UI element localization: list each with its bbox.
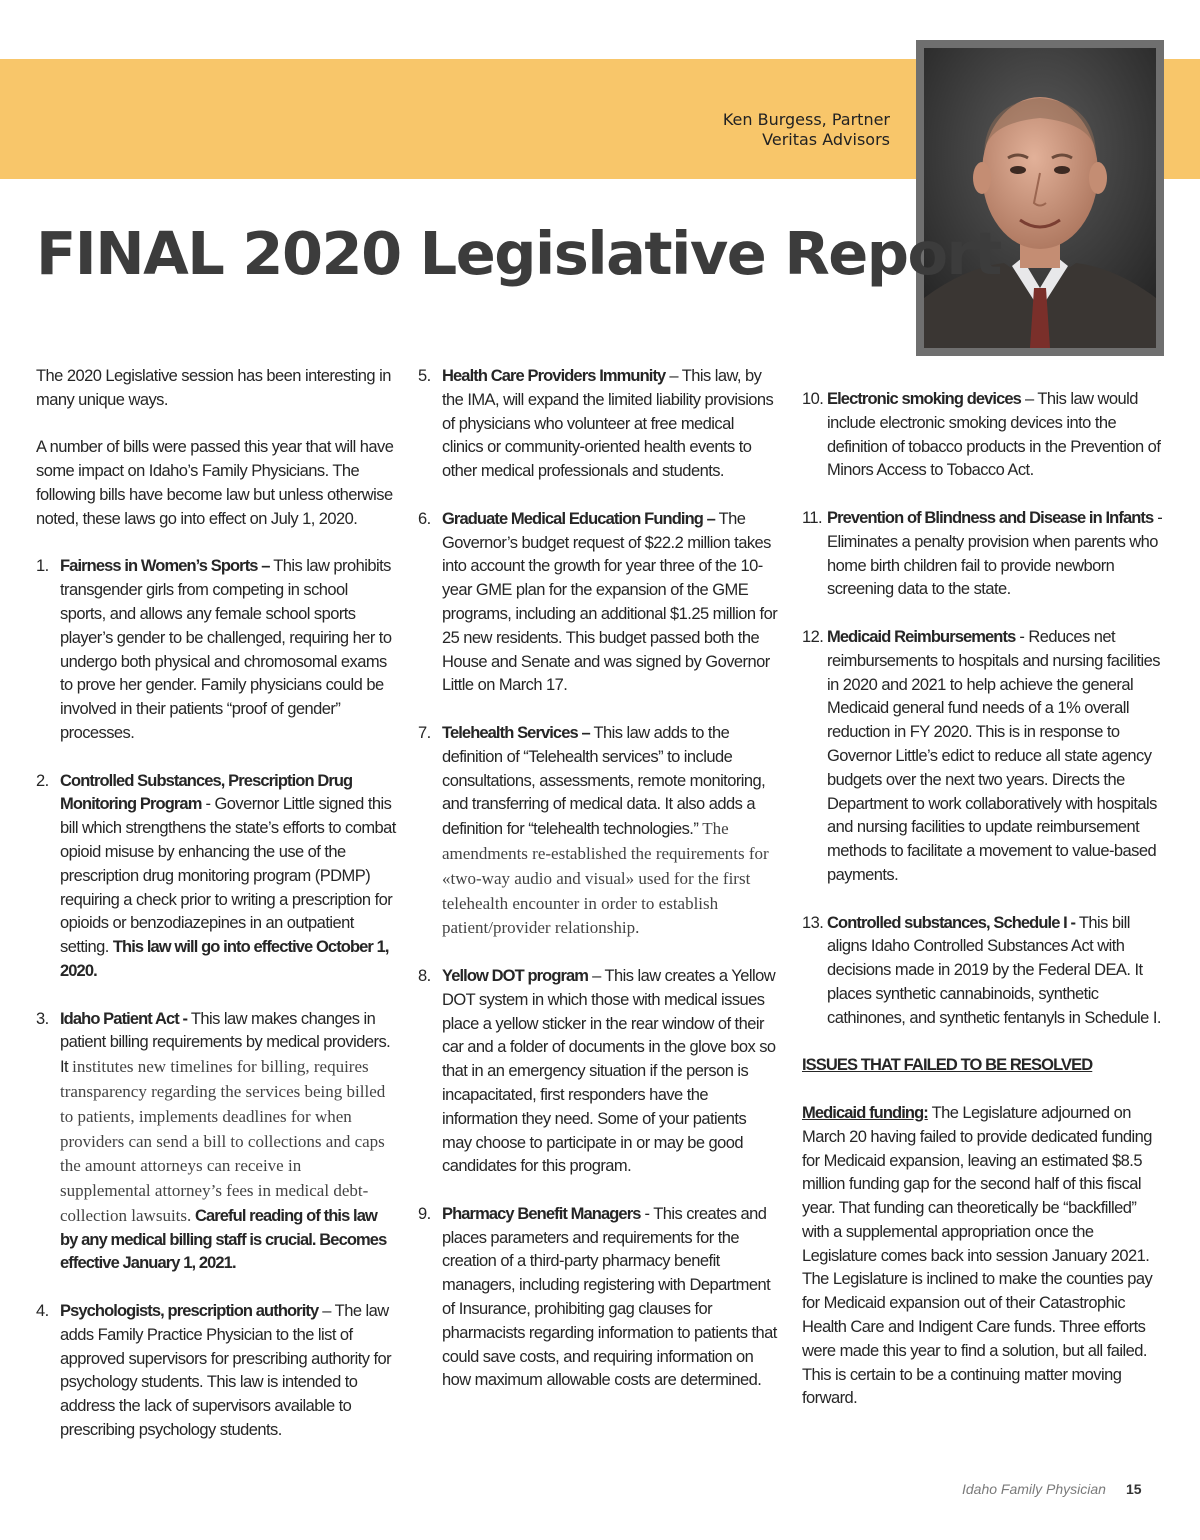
list-item xyxy=(418,1203,778,1393)
page-number: 15 xyxy=(1126,1481,1142,1497)
list-item xyxy=(36,1008,396,1277)
item-number: 3. xyxy=(36,1009,49,1028)
author-photo xyxy=(916,40,1164,356)
portrait-image xyxy=(924,48,1156,348)
item-text: This bill aligns Idaho Controlled Substances Act with decisions made in 2019 by the Federal DEA. It places synthetic cannabinoids, synthetic cathinones, and synthetic fentanyls in Schedule I. xyxy=(827,913,1161,1027)
list-item xyxy=(802,388,1164,483)
item-number: 1. xyxy=(36,557,49,576)
list-item xyxy=(36,1300,396,1443)
item-title: Prevention of Blindness and Disease in Infants xyxy=(827,508,1154,527)
list-item xyxy=(418,508,778,698)
list-item xyxy=(802,912,1164,1031)
list-item xyxy=(36,555,396,745)
item-text: - Eliminates a penalty provision when parents who home birth children fail to provide newborn screening data to the state. xyxy=(827,508,1163,599)
item-title: Psychologists, prescription authority xyxy=(60,1302,319,1321)
item-number: 2. xyxy=(36,771,49,790)
item-title: Graduate Medical Education Funding – xyxy=(442,509,715,528)
item-text: This law makes changes in patient billing requirements by medical providers. It xyxy=(60,1009,391,1077)
issues-text: The Legislature adjourned on March 20 having failed to provide dedicated funding for Medicaid expansion, leaving an estimated $8.5 million funding gap for the second half of this fiscal year. That funding can theoretically be “backfilled” with a supplemental appropriation once the Legislature comes back into session January 2021. The Legislature is inclined to make the counties pay for Medicaid expansion out of their Catastrophic Health Care and Indigent Care funds. Three efforts were made this year to find a solution, but all failed. This is certain to be a continuing matter moving forward. xyxy=(802,1103,1153,1408)
item-text: – This law creates a Yellow DOT system in which those with medical issues place a yellow sticker in the rear window of their car and a folder of documents in the glove box so that in an emergency situation if the person is incapacitated, first responders have the information they need. Some of your patients may choose to participate in or may be good candidates for this program. xyxy=(442,966,776,1176)
item-title: Yellow DOT program xyxy=(442,966,589,985)
issues-heading: ISSUES THAT FAILED TO BE RESOLVED xyxy=(802,1056,1093,1075)
intro-paragraph: The 2020 Legislative session has been interesting in many unique ways. xyxy=(36,367,391,409)
list-item xyxy=(802,626,1164,888)
list-item xyxy=(802,507,1164,602)
item-number: 7. xyxy=(418,723,431,742)
item-text: This law prohibits transgender girls from competing in school sports, and allows any female school sports player’s gender to be challenged, requiring her to undergo both physical and chromosomal exams to prove her gender. Family physicians could be involved in their patients “proof of gender” processes. xyxy=(60,557,392,742)
issues-label: Medicaid funding: xyxy=(802,1103,928,1122)
item-text: This law adds to the definition of “Telehealth services” to include consultations, assessments, remote monitoring, and transferring of medical data. It also adds a definition for “telehealth technologies.” xyxy=(442,723,766,839)
intro-paragraph: A number of bills were passed this year that will have some impact on Idaho’s Family Physicians. The following bills have become law but unless otherwise noted, these laws go into effect on July 1, 2020. xyxy=(36,438,394,528)
item-title: Medicaid Reimbursements xyxy=(827,627,1016,646)
item-text-serif: The amendments re-established the requirements for «two-way audio and visual» used for the first telehealth encounter in order to establish patient/provider relationship. xyxy=(442,819,769,938)
footer-publication: Idaho Family Physician xyxy=(962,1481,1106,1497)
page-title: FINAL 2020 Legislative Report xyxy=(36,219,1001,288)
item-number: 8. xyxy=(418,966,431,985)
item-text-serif: institutes new timelines for billing, requires transparency regarding the services being billed to patients, implements deadlines for when providers can send a bill to collections and caps the amount attorneys can receive in supplemental attorney’s fees in medical debt-collection lawsuits. xyxy=(60,1057,386,1225)
item-text: - This creates and places parameters and requirements for the creation of a third-party pharmacy benefit managers, including registering with Department of Insurance, prohibiting gag clauses for pharmacists regarding information to patients that could save costs, and requiring information on how maximum allowable costs are determined. xyxy=(442,1204,777,1390)
item-emphasis: Careful reading of this law by any medical billing staff is crucial. Becomes effective January 1, 2021. xyxy=(60,1206,387,1273)
item-title: Electronic smoking devices xyxy=(827,390,1021,408)
item-number: 5. xyxy=(418,367,431,385)
column-1 xyxy=(36,365,396,1467)
item-text: The Governor’s budget request of $22.2 million takes into account the growth for year three of the 10-year GME plan for the expansion of the GME programs, including an additional $1.25 million for 25 new residents. This budget passed both the House and Senate and was signed by Governor Little on March 17. xyxy=(442,509,778,695)
list-item xyxy=(418,365,778,484)
item-text: - Reduces net reimbursements to hospitals and nursing facilities in 2020 and 2021 to help achieve the general Medicaid general fund needs of a 1% overall reduction in FY 2020. This is in response to Governor Little’s edict to reduce all state agency budgets over the next two years. Directs the Department to work collaboratively with hospitals and nursing facilities to update reimbursement methods to facilitate a movement to value-based payments. xyxy=(827,627,1160,884)
item-title: Controlled Substances, Prescription Drug Monitoring Program xyxy=(60,771,353,814)
list-item xyxy=(418,965,778,1179)
column-2 xyxy=(418,365,778,1417)
list-item xyxy=(36,770,396,984)
item-emphasis: This law will go into effective October 1, 2020. xyxy=(60,938,389,980)
item-text: – This law, by the IMA, will expand the limited liability provisions of physicians who volunteer at free medical clinics or community-oriented health events to other medical professionals and students. xyxy=(442,367,774,481)
item-title: Pharmacy Benefit Managers xyxy=(442,1204,641,1223)
column-3 xyxy=(802,388,1164,1435)
item-text: – This law would include electronic smoking devices into the definition of tobacco products in the Prevention of Minors Access to Tobacco Act. xyxy=(827,390,1161,480)
item-title: Telehealth Services – xyxy=(442,723,590,742)
item-title: Controlled substances, Schedule I - xyxy=(827,913,1076,932)
item-number: 6. xyxy=(418,509,431,528)
item-number: 13. xyxy=(802,913,824,932)
list-item xyxy=(418,722,778,941)
item-number: 4. xyxy=(36,1302,49,1321)
item-number: 10. xyxy=(802,390,824,408)
item-number: 12. xyxy=(802,627,824,646)
item-text: - Governor Little signed this bill which strengthens the state’s efforts to combat opioid misuse by enhancing the use of the prescription drug monitoring program (PDMP) requiring a check prior to writing a prescription for opioids or benzodiazepines in an outpatient setting. xyxy=(60,795,396,957)
author-firm: Veritas Advisors xyxy=(762,130,890,149)
issues-paragraph xyxy=(802,1102,1164,1411)
item-text: – The law adds Family Practice Physician to the list of approved supervisors for prescribing authority for psychology students. This law is intended to address the lack of supervisors available to prescribing psychology students. xyxy=(60,1302,392,1440)
item-title: Idaho Patient Act - xyxy=(60,1009,188,1028)
author-name: Ken Burgess, Partner xyxy=(722,110,890,129)
item-number: 9. xyxy=(418,1204,431,1223)
item-number: 11. xyxy=(802,508,823,527)
author-byline xyxy=(723,110,890,150)
item-title: Fairness in Women’s Sports – xyxy=(60,557,270,576)
item-title: Health Care Providers Immunity xyxy=(442,367,666,385)
